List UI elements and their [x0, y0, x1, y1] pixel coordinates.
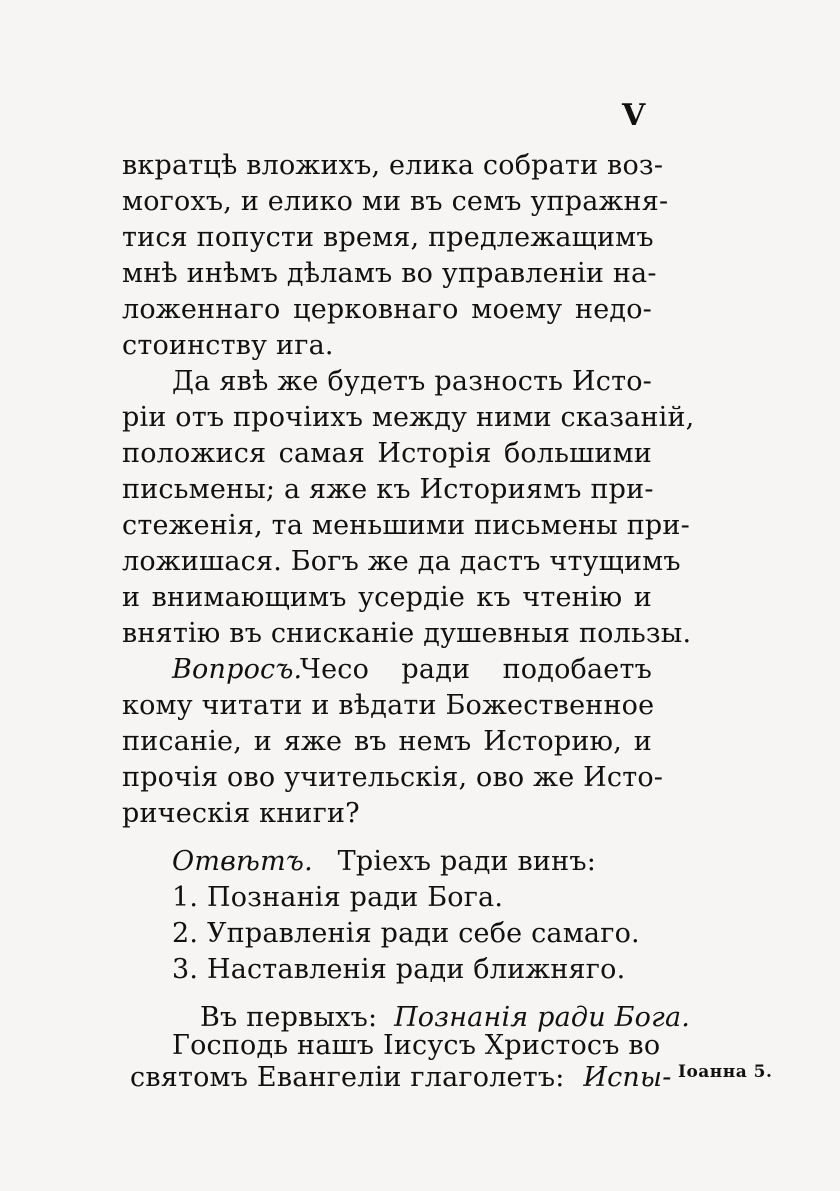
text-line: письмены; а яже къ Историямъ при-	[122, 474, 654, 505]
answer-item: 1. Познанія ради Бога.	[172, 882, 504, 913]
answer-line	[172, 846, 596, 877]
text-line: рическія книги?	[122, 798, 360, 829]
question-label-text: Вопросъ.	[172, 654, 303, 685]
text-line: стоинству ига.	[122, 330, 334, 361]
text-line: могохъ, и елико ми въ семъ упражня-	[122, 186, 669, 217]
question-label	[172, 654, 302, 685]
page-number: V	[622, 98, 646, 133]
text-line: стеженія, та меньшими письмены при-	[122, 510, 690, 541]
text-line: ложеннаго церковнаго моему недо-	[122, 294, 652, 325]
text-line: Да явѣ же будетъ разность Исто-	[172, 366, 652, 397]
text-line: Господь нашъ Іисусъ Христосъ во	[172, 1030, 661, 1061]
text-line: положися самая Исторія большими	[122, 438, 652, 469]
text-line: вкратцѣ вложихъ, елика собрати воз-	[122, 150, 664, 181]
first-heading-prefix: Въ первыхъ:	[200, 1002, 378, 1033]
text-line: ріи отъ прочіихъ между ними сказаній,	[122, 402, 695, 433]
answer-item: 2. Управленія ради себе самаго.	[172, 918, 640, 949]
text-line: ложишася. Богъ же да дастъ чтущимъ	[122, 546, 681, 577]
first-section-heading	[200, 1002, 690, 1033]
text-line: и внимающимъ усердіе къ чтенію и	[122, 582, 652, 613]
answer-label: Отвѣтъ.	[172, 846, 313, 877]
text-line: тися попусти время, предлежащимъ	[122, 222, 654, 253]
text-line: прочія ово учительскія, ово же Исто-	[122, 762, 664, 793]
text-line: писаніе, и яже въ немъ Историю, и	[122, 726, 652, 757]
text-line: мнѣ инѣмъ дѣламъ во управленіи на-	[122, 258, 657, 289]
margin-note: Іоанна 5.	[678, 1062, 773, 1082]
answer-item: 3. Наставленія ради ближняго.	[172, 954, 626, 985]
answer-intro: Тріехъ ради винъ:	[337, 846, 597, 877]
closing-italic: Испы-	[583, 1062, 672, 1093]
closing-text: святомъ Евангеліи глаголетъ:	[130, 1062, 565, 1093]
text-line: Чесо ради подобаетъ	[300, 654, 652, 685]
text-line: кому читати и вѣдати Божественное	[122, 690, 655, 721]
text-line: внятію въ снисканіе душевныя пользы.	[122, 618, 692, 649]
text-line	[130, 1062, 672, 1093]
first-heading-title: Познанія ради Бога.	[394, 1002, 691, 1033]
